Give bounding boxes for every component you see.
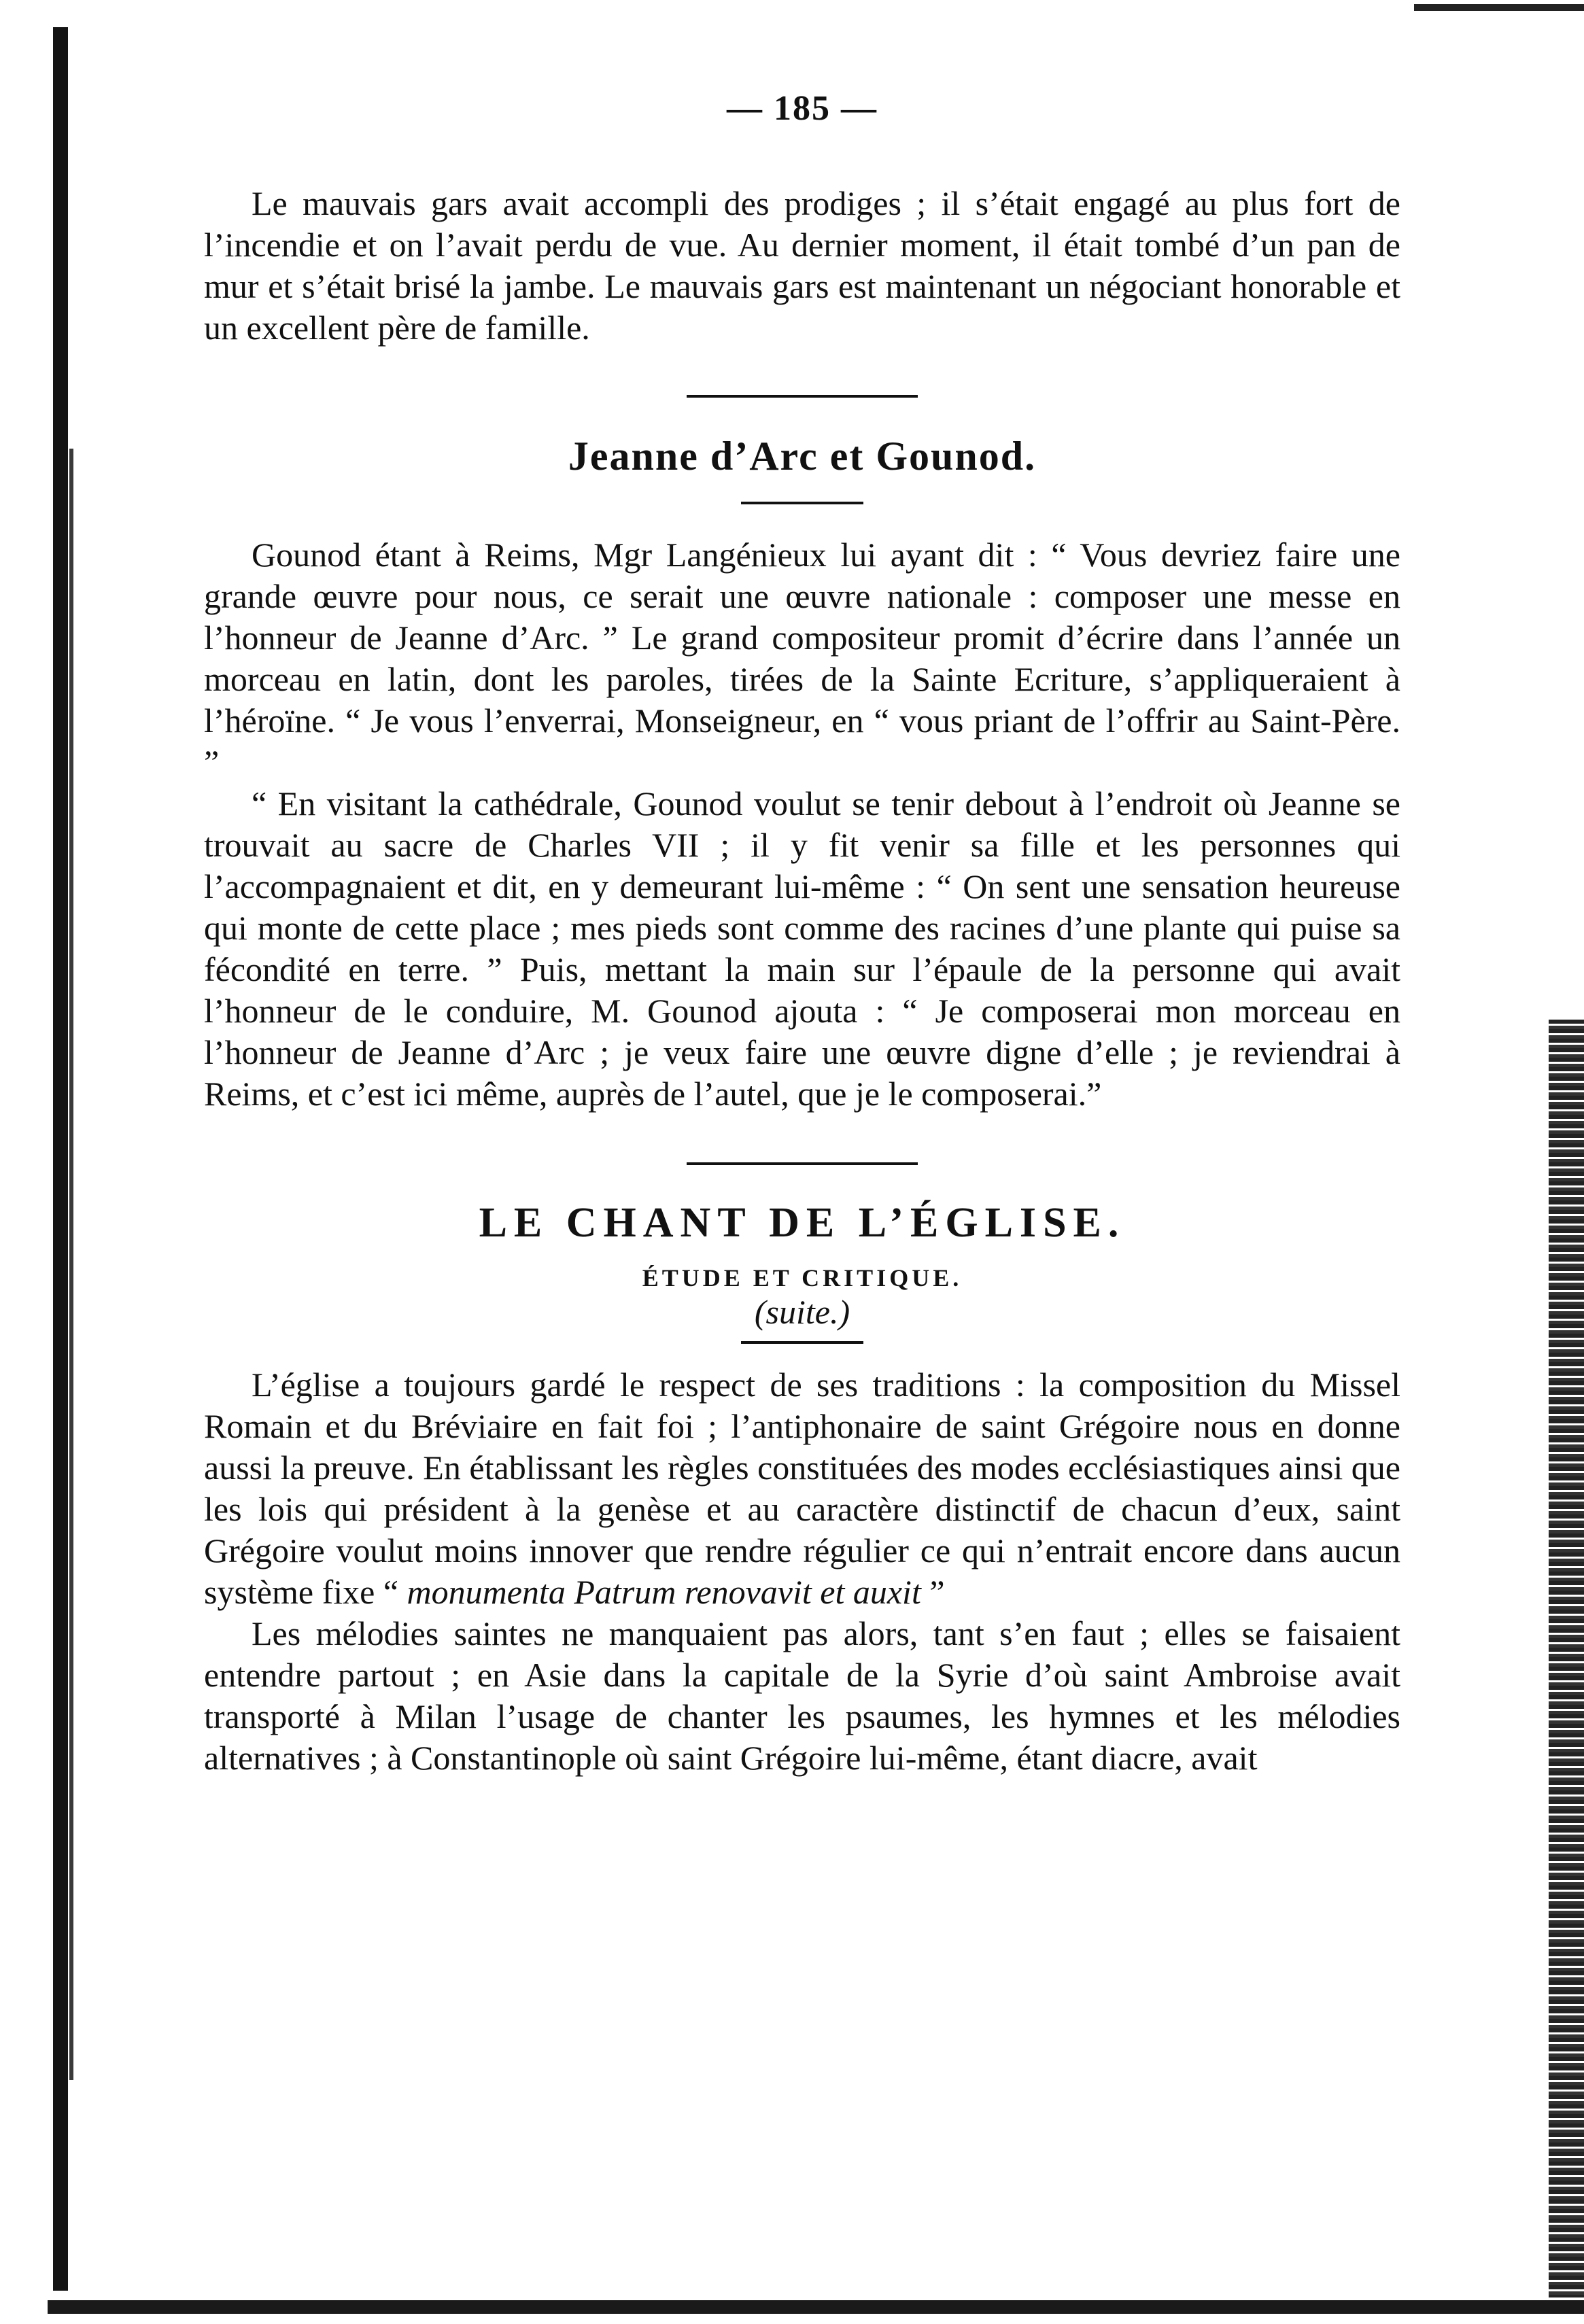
section-title-chant-eglise: LE CHANT DE L’ÉGLISE. — [479, 1200, 1126, 1246]
paragraph: Les mélodies saintes ne manquaient pas alors, tant s’en faut ; elles se faisaient entendre partout ; en Asie dans la capitale de la Syrie d’où saint Ambroise avait transporté à Milan l’usage de chanter les psaumes, les hymnes et les mélodies alternatives ; à Constantinople où saint Grégoire lui-même, étant diacre, avait — [204, 1614, 1400, 1777]
intro-paragraph: Le mauvais gars avait accompli des prodiges ; il s’était engagé au plus fort de l’incendie et on l’avait perdu de vue. Au dernier moment, il était tombé d’un pan de mur et s’était brisé la jambe. Le mauvais gars est maintenant un négociant honorable et un excellent père de famille. — [204, 184, 1400, 347]
suite-label: (suite.) — [754, 1293, 850, 1331]
paragraph-text: L’église a toujours gardé le respect de ses traditions : la composition du Missel Romain et du Bréviaire en fait foi ; l’antiphonaire de saint Grégoire nous en donne aussi la preuve. En établissant les règles constituées des modes ecclésiastiques ainsi que les lois qui président à la genèse et au caractère distinctif de chacun d’eux, saint Grégoire voulut moins innover que rendre régulier ce qui n’entrait encore dans aucun système fixe “ — [204, 1366, 1400, 1611]
closing-quote: ” — [920, 1573, 945, 1611]
document-page — [204, 88, 1400, 1779]
scan-edge-bottom — [48, 2300, 1584, 2314]
latin-quote: monumenta Patrum renovavit et auxit — [407, 1573, 921, 1611]
scan-edge-top — [1414, 4, 1584, 11]
scan-edge-left-inner — [69, 449, 73, 2080]
section-subtitle: ÉTUDE ET CRITIQUE. — [642, 1264, 963, 1291]
page-number: — 185 — — [727, 89, 878, 128]
scan-edge-left — [53, 27, 68, 2291]
section-title-jeanne-gounod: Jeanne d’Arc et Gounod. — [568, 434, 1037, 479]
paragraph — [204, 1364, 1400, 1613]
scan-edge-right — [1549, 1020, 1584, 2297]
paragraph: “ En visitant la cathédrale, Gounod voulut se tenir debout à l’endroit où Jeanne se trouvait au sacre de Charles VII ; il y fit venir sa fille et les personnes qui l’accompagnaient et dit, en y demeurant lui-même : “ On sent une sensation heureuse qui monte de cette place ; mes pieds sont comme des racines d’une plante qui puise sa fécondité en terre. ” Puis, mettant la main sur l’épaule de la personne qui avait l’honneur de le conduire, M. Gounod ajouta : “ Je composerai mon morceau en l’honneur de Jeanne d’Arc ; je veux faire une œuvre digne d’elle ; je reviendrai à Reims, et c’est ici même, auprès de l’autel, que je le composerai.” — [204, 784, 1400, 1113]
paragraph: Gounod étant à Reims, Mgr Langénieux lui ayant dit : “ Vous devriez faire une grande œuvre pour nous, ce serait une œuvre nationale : composer une messe en l’honneur de Jeanne d’Arc. ” Le grand compositeur promit d’écrire dans l’année un morceau en latin, dont les paroles, tirées de la Sainte Ecriture, s’appliqueraient à l’héroïne. “ Je vous l’enverrai, Monseigneur, en “ vous priant de l’offrir au Saint-Père. ” — [204, 536, 1400, 781]
